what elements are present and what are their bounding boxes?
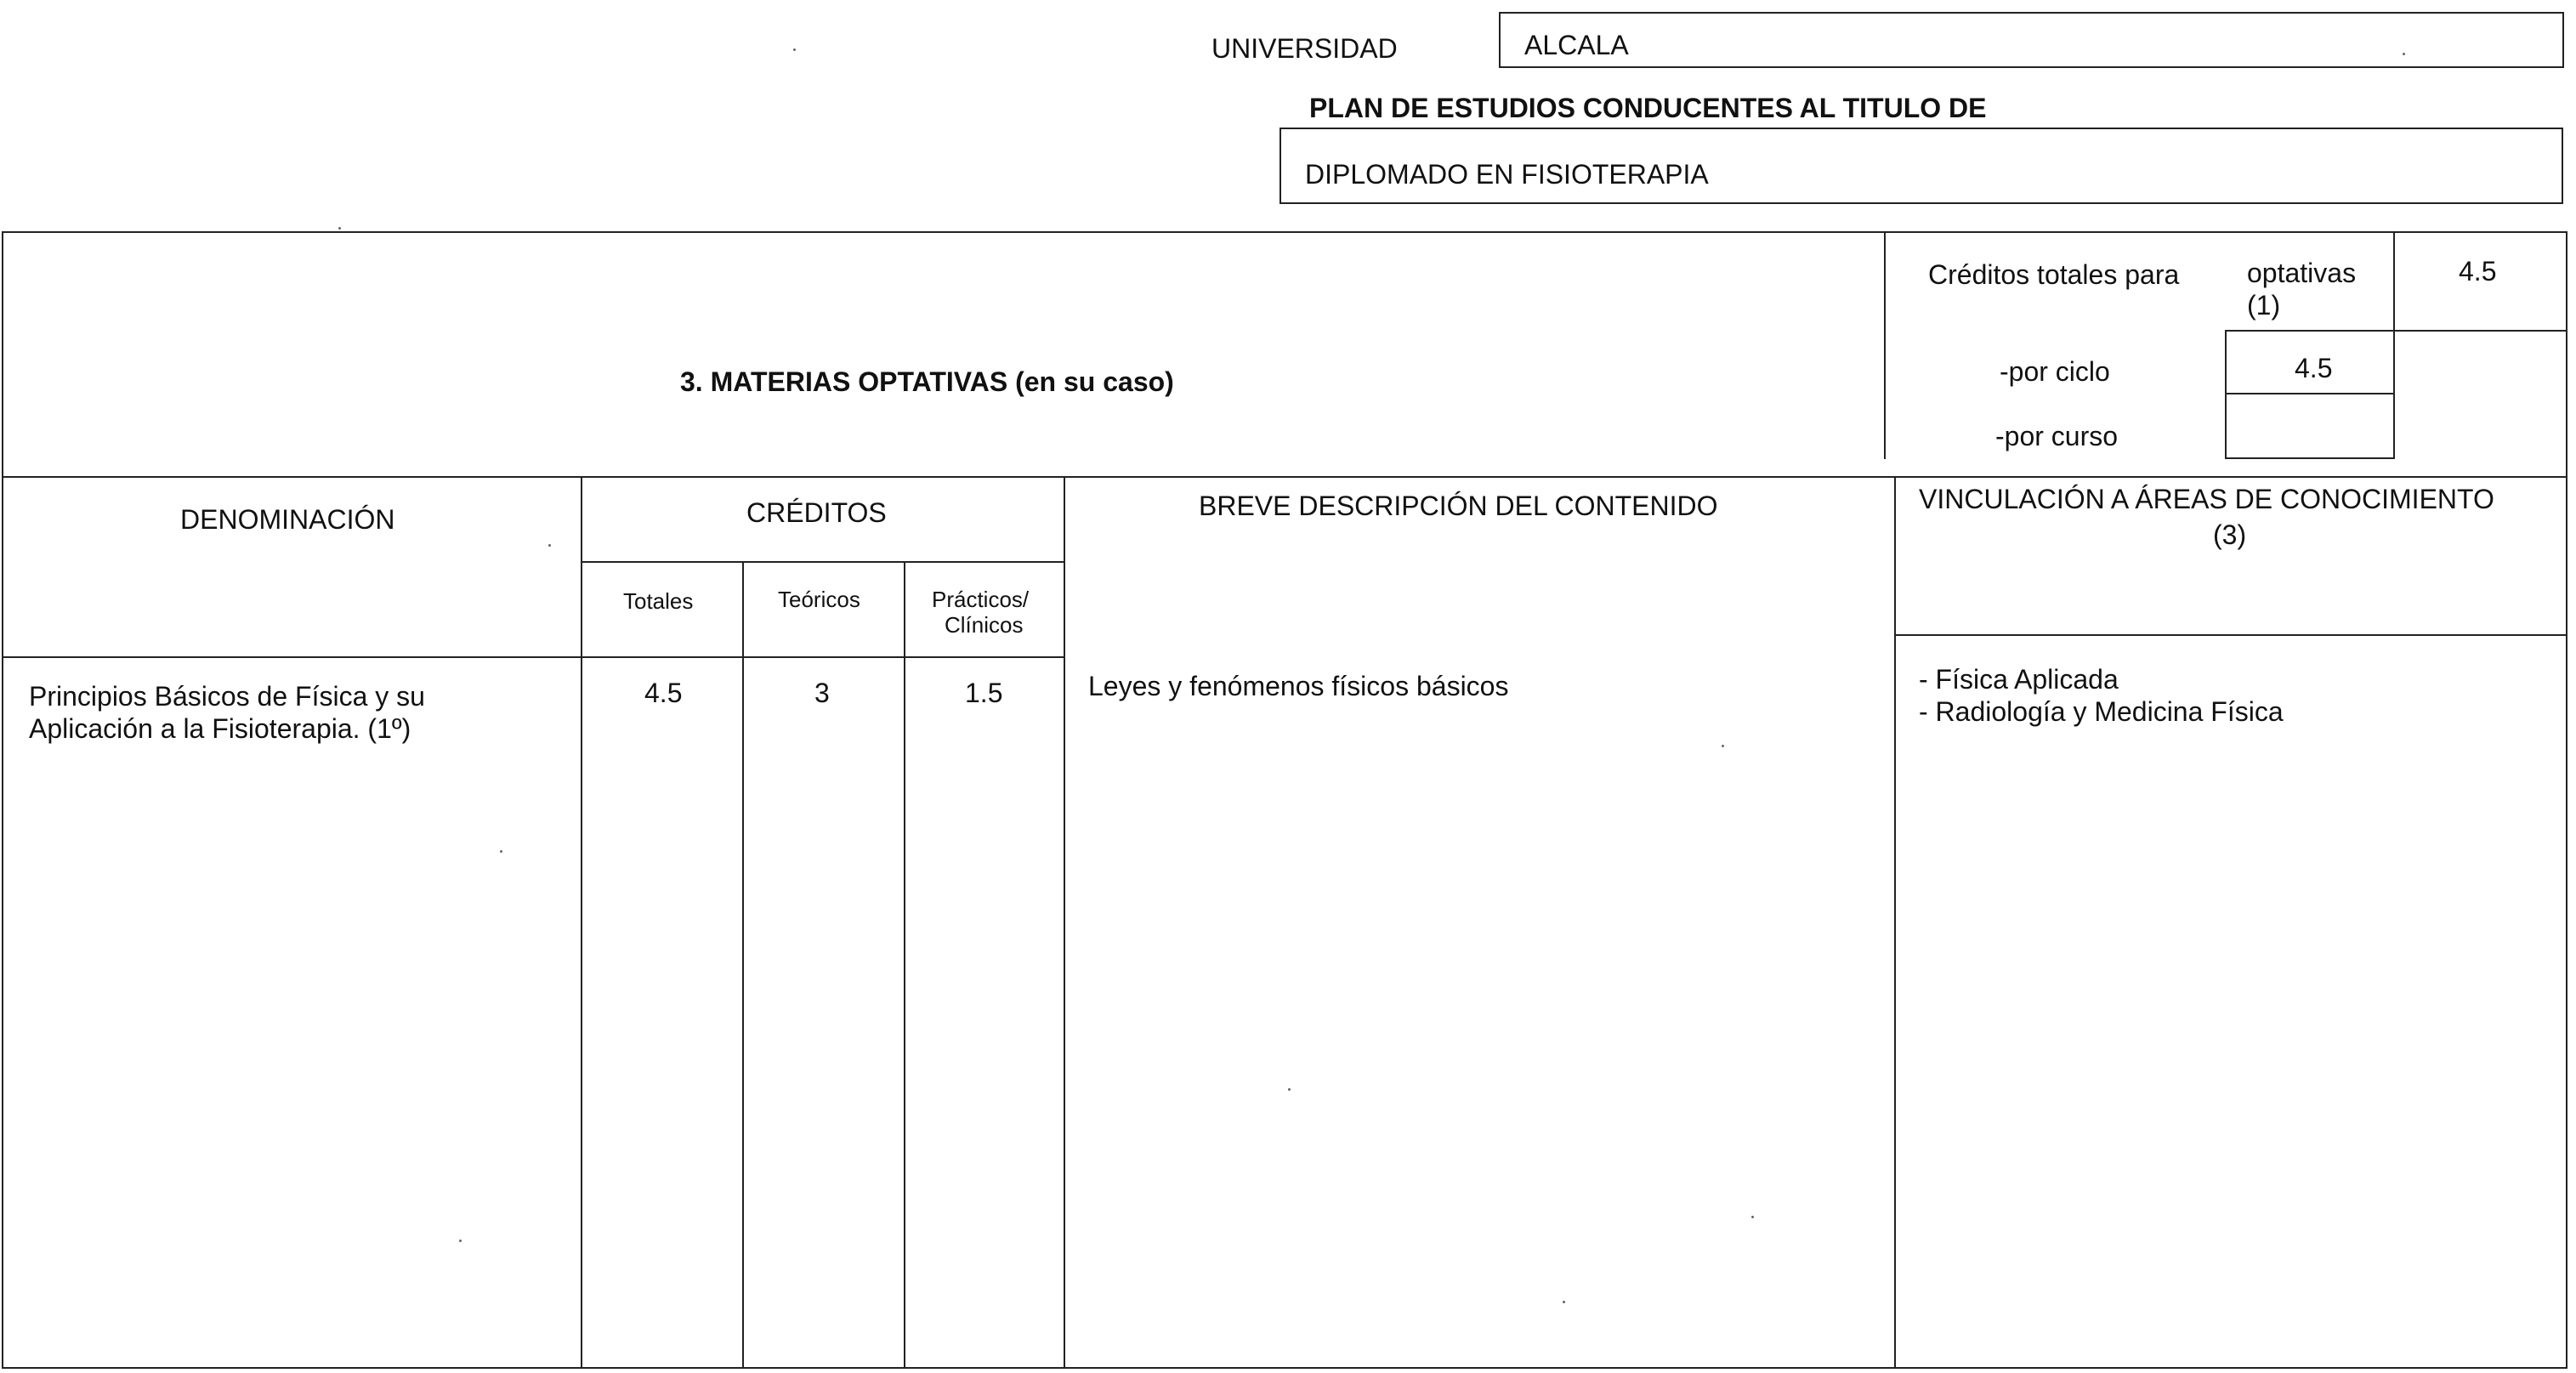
row-area-2: - Radiología y Medicina Física xyxy=(1919,696,2284,727)
col-sep-creditos xyxy=(1064,476,1065,1369)
col-sep-totales xyxy=(742,561,744,1369)
header-descripcion: BREVE DESCRIPCIÓN DEL CONTENIDO xyxy=(1199,491,1718,521)
header-totales: Totales xyxy=(623,588,694,614)
header-practicos-line1: Prácticos/ xyxy=(932,587,1030,612)
header-vinculacion: VINCULACIÓN A ÁREAS DE CONOCIMIENTO xyxy=(1919,484,2494,514)
row-teoricos: 3 xyxy=(814,678,830,708)
optativas-value: 4.5 xyxy=(2459,256,2497,287)
scan-speck xyxy=(459,1240,462,1242)
scan-speck xyxy=(500,850,502,853)
header-practicos-line2: Clínicos xyxy=(945,612,1024,638)
scan-speck xyxy=(1563,1301,1565,1303)
plan-title: PLAN DE ESTUDIOS CONDUCENTES AL TITULO DE xyxy=(1309,93,1987,123)
optativas-label: optativas xyxy=(2247,258,2357,288)
scan-speck xyxy=(548,544,551,547)
section-title: 3. MATERIAS OPTATIVAS (en su caso) xyxy=(680,366,1174,397)
row-denominacion-line1: Principios Básicos de Física y su xyxy=(29,681,425,712)
scan-speck xyxy=(338,227,341,230)
scan-speck xyxy=(2403,53,2405,55)
vinculacion-header-divider xyxy=(1894,634,2567,636)
row-area-1: - Física Aplicada xyxy=(1919,664,2119,695)
col-sep-teoricos xyxy=(904,561,905,1369)
university-field xyxy=(1499,12,2564,68)
por-curso-label: -por curso xyxy=(1995,421,2119,451)
col-sep-denominacion xyxy=(581,476,582,1369)
main-table xyxy=(2,231,2567,1369)
row-denominacion-line2: Aplicación a la Fisioterapia. (1º) xyxy=(29,713,411,744)
header-creditos: CRÉDITOS xyxy=(746,497,887,528)
degree-field xyxy=(1279,128,2563,204)
row-descripcion: Leyes y fenómenos físicos básicos xyxy=(1088,671,1509,701)
credits-total-label: Créditos totales para xyxy=(1928,259,2180,290)
scan-speck xyxy=(1751,1216,1754,1218)
university-label: UNIVERSIDAD xyxy=(1211,33,1398,64)
credits-block-left-border xyxy=(1884,231,1886,459)
creditos-subheader-divider xyxy=(581,561,1064,563)
scan-speck xyxy=(1722,745,1724,747)
header-teoricos: Teóricos xyxy=(778,587,860,612)
header-vinculacion-note: (3) xyxy=(2213,519,2247,550)
scan-speck xyxy=(1288,1088,1291,1091)
row-totales: 4.5 xyxy=(644,678,683,708)
optativas-note: (1) xyxy=(2247,290,2281,321)
por-ciclo-value-box xyxy=(2225,330,2395,394)
por-ciclo-value: 4.5 xyxy=(2295,353,2333,383)
header-denominacion: DENOMINACIÓN xyxy=(180,504,395,535)
university-value: ALCALA xyxy=(1524,30,1629,60)
row-practicos: 1.5 xyxy=(965,678,1003,708)
col-sep-descripcion xyxy=(1894,476,1896,1369)
scan-speck xyxy=(793,48,796,51)
degree-value: DIPLOMADO EN FISIOTERAPIA xyxy=(1305,159,1709,190)
optativas-value-box xyxy=(2393,231,2567,332)
por-curso-value-box xyxy=(2225,393,2395,459)
section-divider xyxy=(2,476,2567,478)
por-ciclo-label: -por ciclo xyxy=(2000,356,2110,387)
